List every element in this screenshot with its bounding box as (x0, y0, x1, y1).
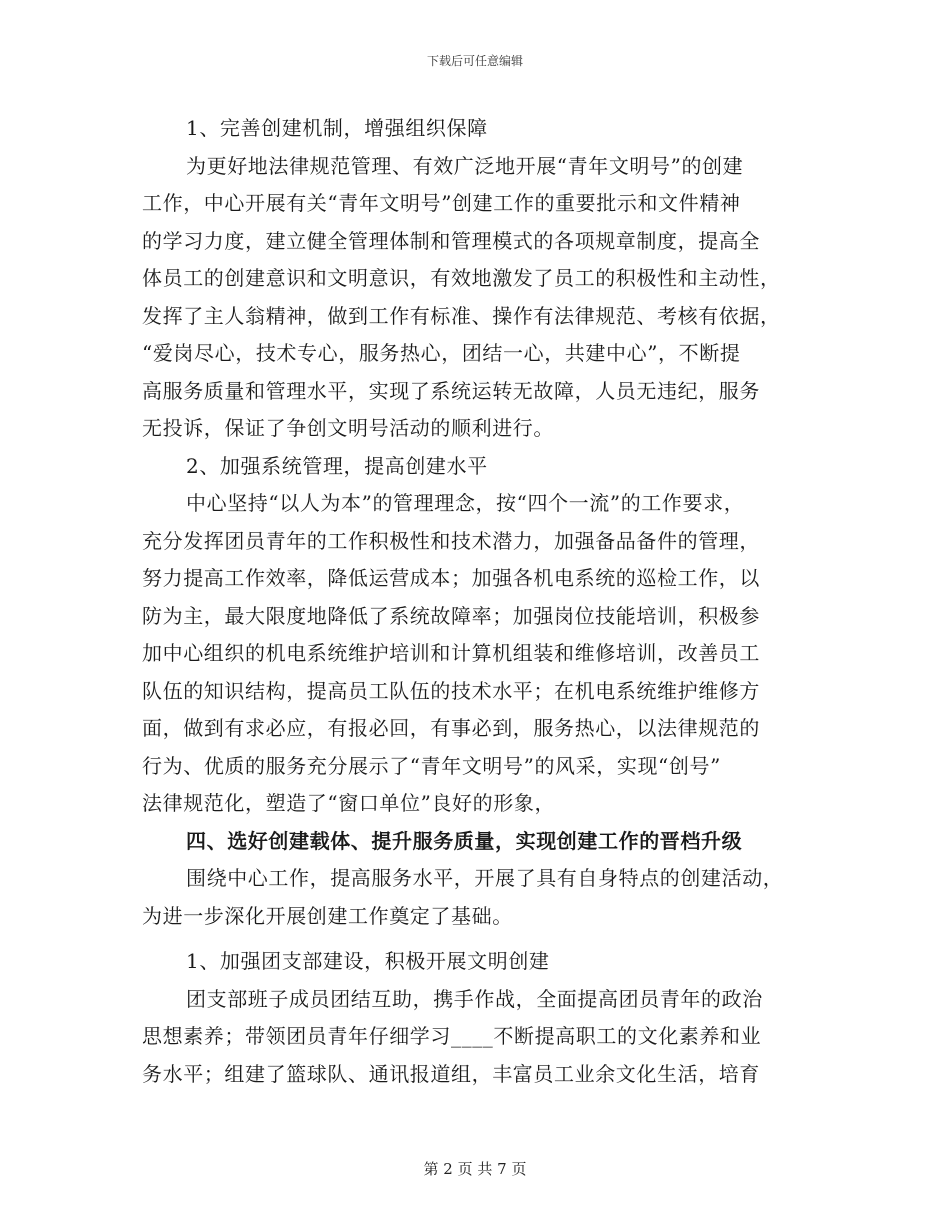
paragraph-line: 充分发挥团员青年的工作积极性和技术潜力，加强备品备件的管理， (142, 528, 760, 553)
paragraph-line: 工作，中心开展有关“青年文明号”创建工作的重要批示和文件精神 (142, 191, 741, 215)
paragraph-line: 体员工的创建意识和文明意识，有效地激发了员工的积极性和主动性， (142, 266, 781, 290)
paragraph-line: 发挥了主人翁精神，做到工作有标准、操作有法律规范、考核有依据， (142, 303, 781, 328)
section-heading: 2、加强系统管理，提高创建水平 (186, 453, 488, 478)
paragraph-line: 高服务质量和管理水平，实现了系统运转无故障，人员无违纪，服务 (142, 378, 760, 403)
paragraph-line: 无投诉，保证了争创文明号活动的顺利进行。 (142, 416, 554, 440)
paragraph-line: 思想素养；带领团员青年仔细学习____不断提高职工的文化素养和业 (142, 1024, 762, 1048)
section-heading: 1、完善创建机制，增强组织保障 (186, 116, 488, 140)
paragraph-line: 防为主，最大限度地降低了系统故障率；加强岗位技能培训，积极参 (142, 603, 760, 628)
paragraph-line: 务水平；组建了篮球队、通讯报道组，丰富员工业余文化生活，培育 (142, 1061, 760, 1086)
paragraph-line: 的学习力度，建立健全管理体制和管理模式的各项规章制度，提高全 (142, 228, 760, 253)
page-header: 下载后可任意编辑 (426, 54, 523, 68)
paragraph-line: 行为、优质的服务充分展示了“青年文明号”的风采，实现“创号” (142, 753, 721, 778)
paragraph-line: 面，做到有求必应，有报必回，有事必到，服务热心，以法律规范的 (142, 716, 760, 740)
paragraph-line: 团支部班子成员团结互助，携手作战，全面提高团员青年的政治 (186, 986, 763, 1011)
document-body (142, 110, 808, 1093)
paragraph-line: 围绕中心工作，提高服务水平，开展了具有自身特点的创建活动， (186, 866, 784, 890)
paragraph-line: 努力提高工作效率，降低运营成本；加强各机电系统的巡检工作，以 (142, 566, 760, 590)
paragraph-line: “爱岗尽心，技术专心，服务热心，团结一心，共建中心”，不断提 (142, 341, 741, 365)
paragraph-line: 为进一步深化开展创建工作奠定了基础。 (142, 903, 513, 928)
paragraph-line: 中心坚持“以人为本”的管理理念，按“四个一流”的工作要求， (186, 491, 745, 515)
paragraph-line: 法律规范化，塑造了“窗口单位”良好的形象， (142, 791, 556, 815)
paragraph-line: 为更好地法律规范管理、有效广泛地开展“青年文明号”的创建 (186, 153, 744, 178)
spacer (142, 935, 808, 943)
major-heading: 四、选好创建载体、提升服务质量，实现创建工作的晋档升级 (186, 828, 743, 853)
paragraph-line: 加中心组织的机电系统维护培训和计算机组装和维修培训，改善员工 (142, 641, 760, 665)
section-heading: 1、加强团支部建设，积极开展文明创建 (186, 949, 550, 973)
page-footer: 第 2 页 共 7 页 (423, 1160, 527, 1178)
paragraph-line: 队伍的知识结构，提高员工队伍的技术水平；在机电系统维护维修方 (142, 678, 760, 703)
